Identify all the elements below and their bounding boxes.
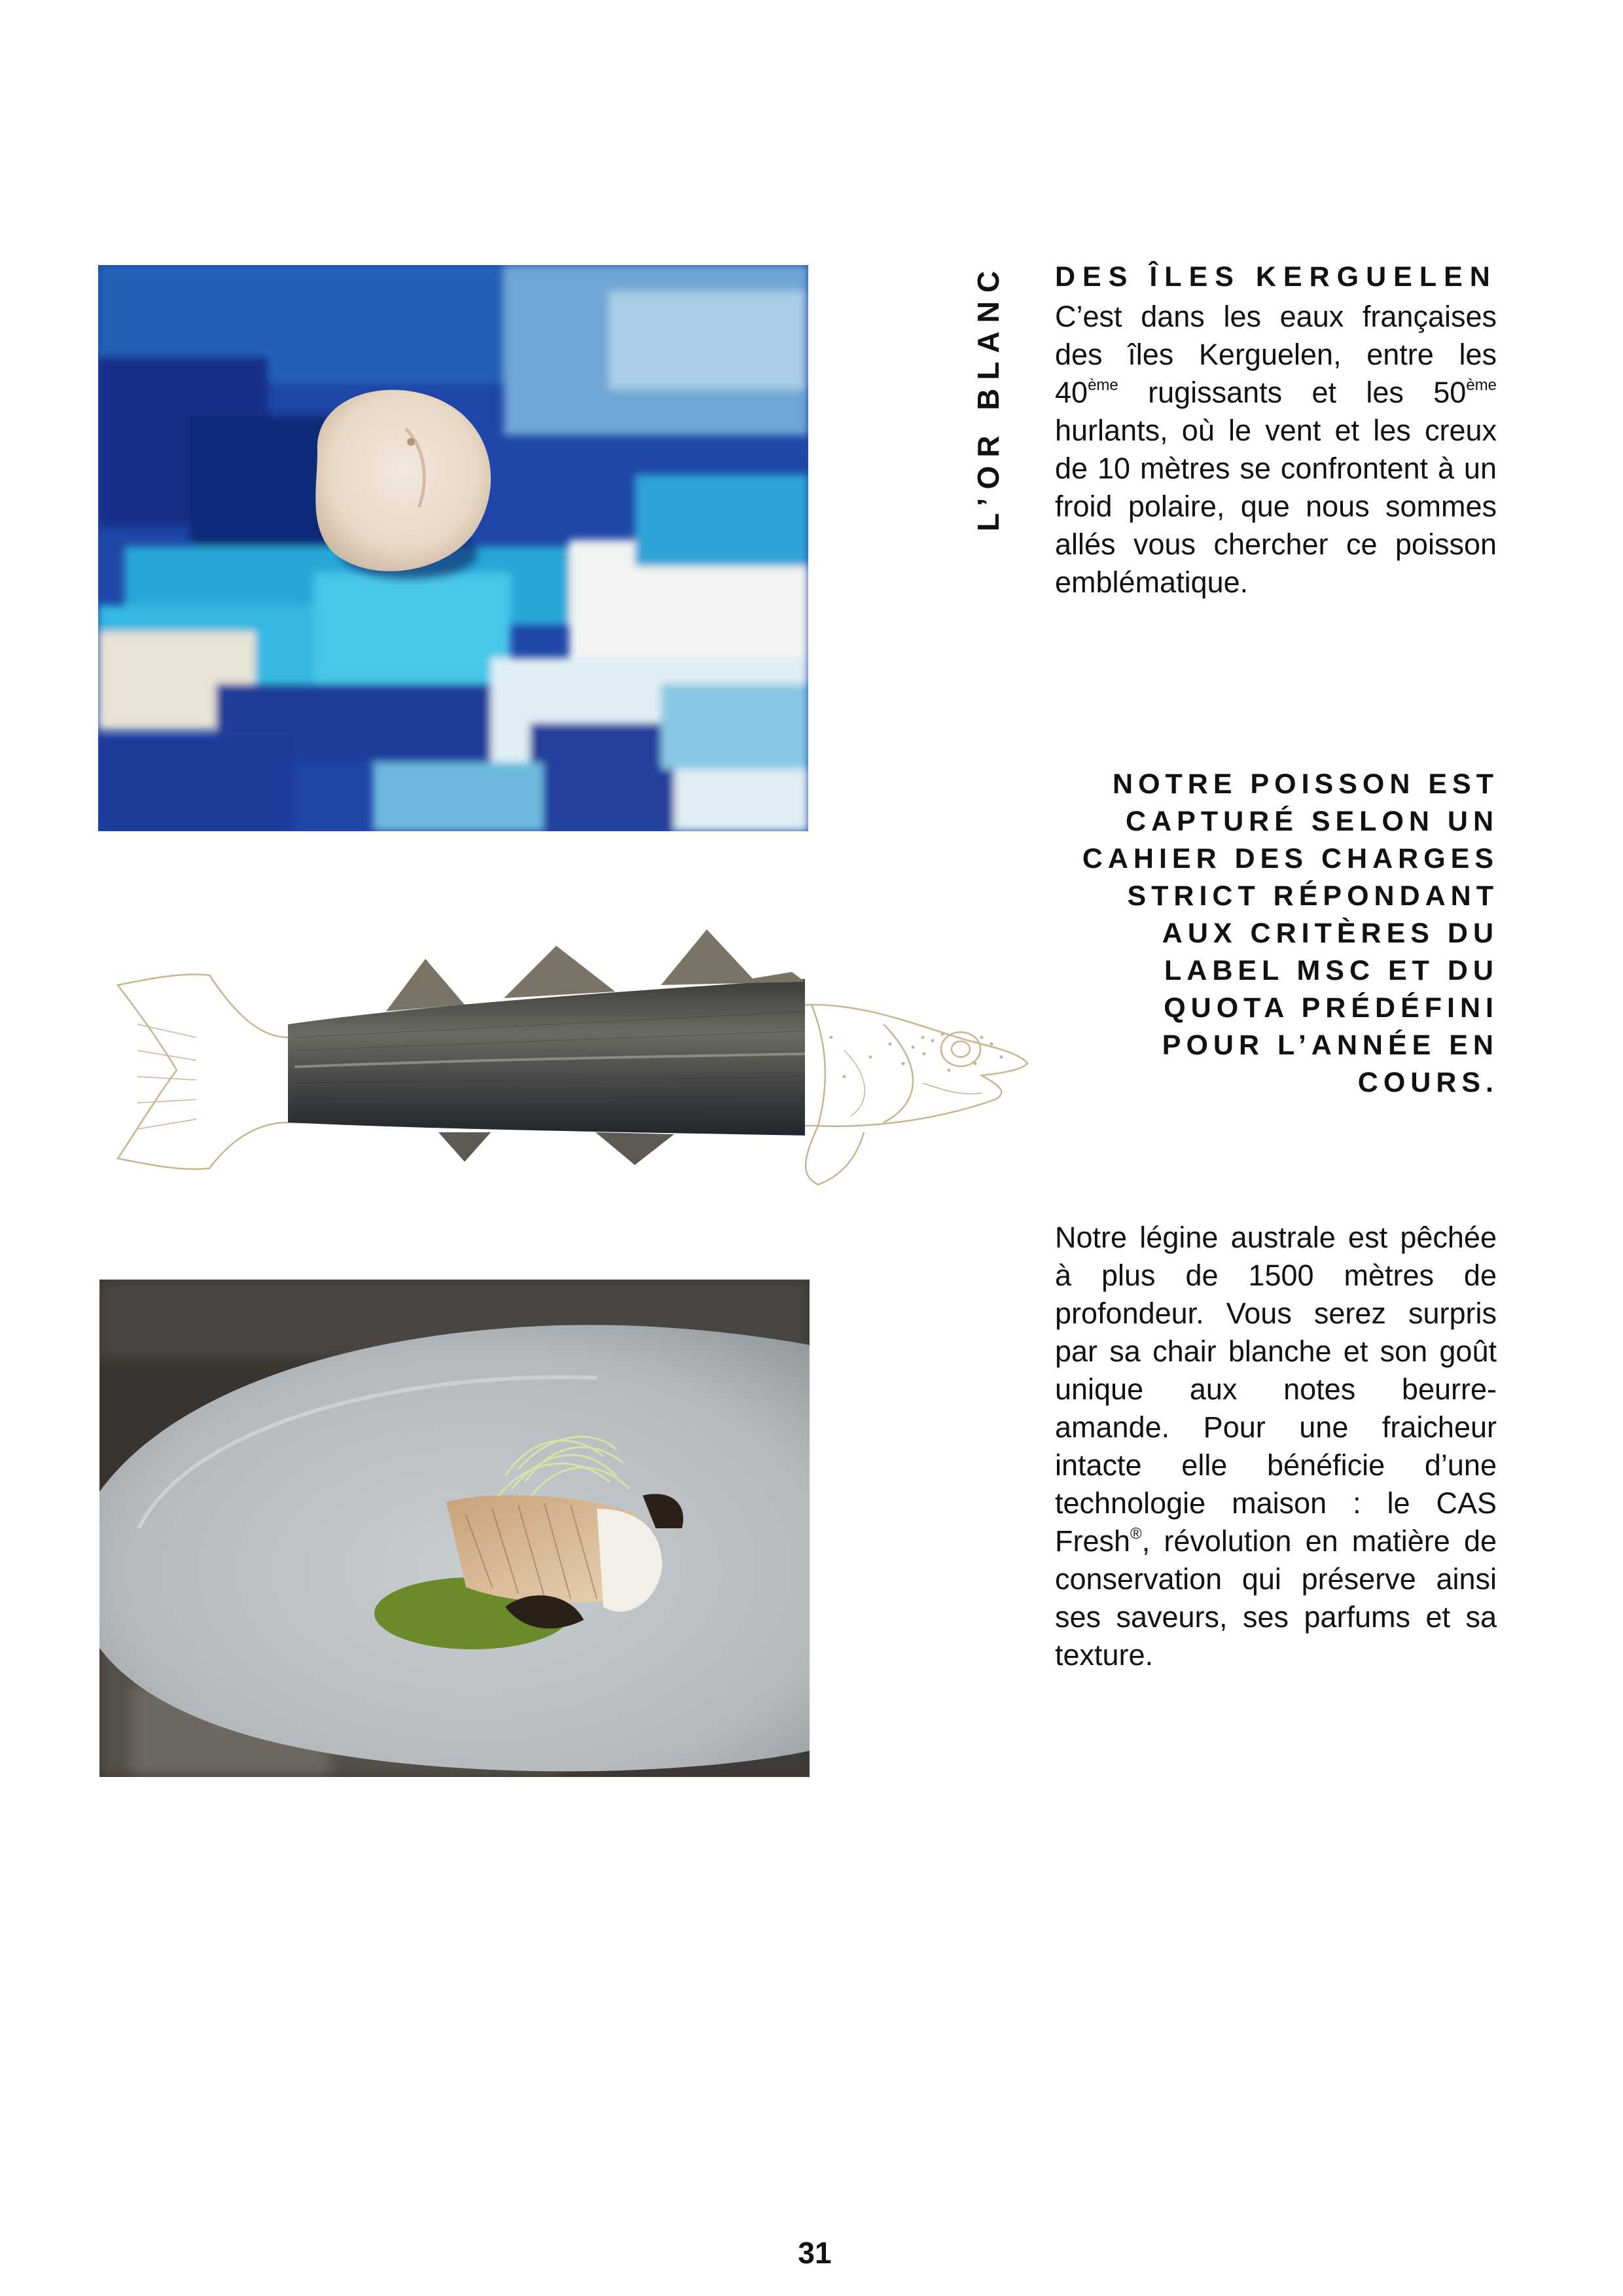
- quote-line: POUR L’ANNÉE EN: [1162, 1030, 1499, 1061]
- quote-line: COURS.: [1357, 1067, 1499, 1098]
- registered-mark: ®: [1130, 1525, 1142, 1543]
- quote-line: NOTRE POISSON EST: [1113, 768, 1499, 800]
- quote-line: CAPTURÉ SELON UN: [1126, 806, 1499, 837]
- side-title: L’OR BLANC: [971, 262, 1005, 531]
- toothfish-illustration: [98, 906, 1106, 1194]
- intro-paragraph: C’est dans les eaux françaises des îles Kerguelen, entre les 40ème rugissants et les 50ème hurlants, où le vent et les creux de 10 mètres se confrontent à un froid polaire, que nous sommes allés vous chercher ce poisson emblématique.: [1055, 300, 1497, 599]
- plated-dish-photo: [99, 1280, 810, 1777]
- quote-line: AUX CRITÈRES DU: [1162, 918, 1499, 949]
- quote-line: STRICT RÉPONDANT: [1127, 880, 1499, 912]
- quote-line: LABEL MSC ET DU: [1164, 955, 1499, 986]
- superscript-ordinal: ème: [1466, 376, 1497, 394]
- quote-line: CAHIER DES CHARGES: [1082, 843, 1499, 874]
- msc-quote: [1047, 766, 1499, 1102]
- body-paragraph: Notre légine australe est pêchée à plus de 1500 mètres de profondeur. Vous serez surpris par sa chair blanche et son goût unique aux notes beurre-amande. Pour une fraicheur intacte elle bénéficie d’une technologie maison : le CAS Fresh®, révolution en matière de conservation qui préserve ainsi ses saveurs, ses parfums et sa texture.: [1055, 1221, 1497, 1672]
- page-number: 31: [798, 2236, 832, 2270]
- section-heading: DES ÎLES KERGUELEN: [1055, 261, 1497, 293]
- fish-slice-painting-photo: [98, 265, 808, 831]
- quote-line: QUOTA PRÉDÉFINI: [1164, 992, 1499, 1024]
- superscript-ordinal: ème: [1088, 376, 1118, 394]
